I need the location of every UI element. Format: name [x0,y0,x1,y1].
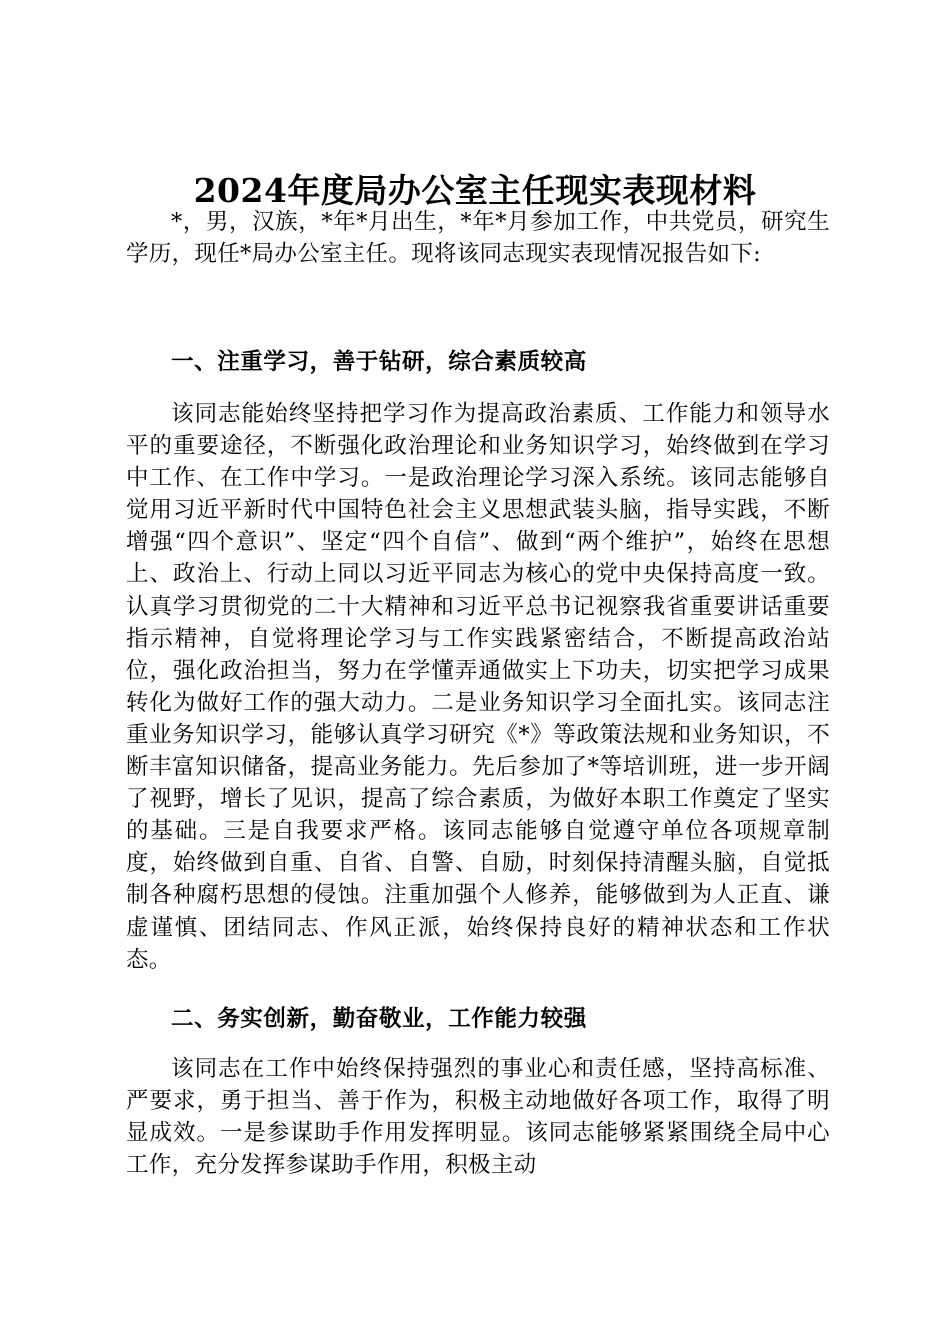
document-title: 2024年度局办公室主任现实表现材料 [193,171,757,210]
section-2-heading: 二、务实创新，勤奋敬业，工作能力较强 [171,1006,587,1032]
section-1-paragraph: 该同志能始终坚持把学习作为提高政治素质、工作能力和领导水平的重要途径，不断强化政治理论和业务知识学习，始终做到在学习中工作、在工作中学习。一是政治理论学习深入系统。该同志能够自觉用习近平新时代中国特色社会主义思想武装头脑，指导实践，不断增强“四个意识”、坚定“四个自信”、做到“两个维护”，始终在思想上、政治上、行动上同以习近平同志为核心的党中央保持高度一致。认真学习贯彻党的二十大精神和习近平总书记视察我省重要讲话重要指示精神，自觉将理论学习与工作实践紧密结合，不断提高政治站位，强化政治担当，努力在学懂弄通做实上下功夫，切实把学习成果转化为做好工作的强大动力。二是业务知识学习全面扎实。该同志注重业务知识学习，能够认真学习研究《*》等政策法规和业务知识，不断丰富知识储备，提高业务能力。先后参加了*等培训班，进一步开阔了视野，增长了见识，提高了综合素质，为做好本职工作奠定了坚实的基础。三是自我要求严格。该同志能够自觉遵守单位各项规章制度，始终做到自重、自省、自警、自励，时刻保持清醒头脑，自觉抵制各种腐朽思想的侵蚀。注重加强个人修养，能够做到为人正直、谦虚谨慎、团结同志、作风正派，始终保持良好的精神状态和工作状态。 [126,401,830,973]
section-1-heading: 一、注重学习，善于钻研，综合素质较高 [171,349,587,375]
section-2-paragraph: 该同志在工作中始终保持强烈的事业心和责任感，坚持高标准、严要求，勇于担当、善于作为，积极主动地做好各项工作，取得了明显成效。一是参谋助手作用发挥明显。该同志能够紧紧围绕全局中心工作，充分发挥参谋助手作用，积极主动 [126,1056,830,1179]
intro-paragraph: *，男，汉族，*年*月出生，*年*月参加工作，中共党员，研究生学历，现任*局办公室主任。现将该同志现实表现情况报告如下: [126,209,830,268]
